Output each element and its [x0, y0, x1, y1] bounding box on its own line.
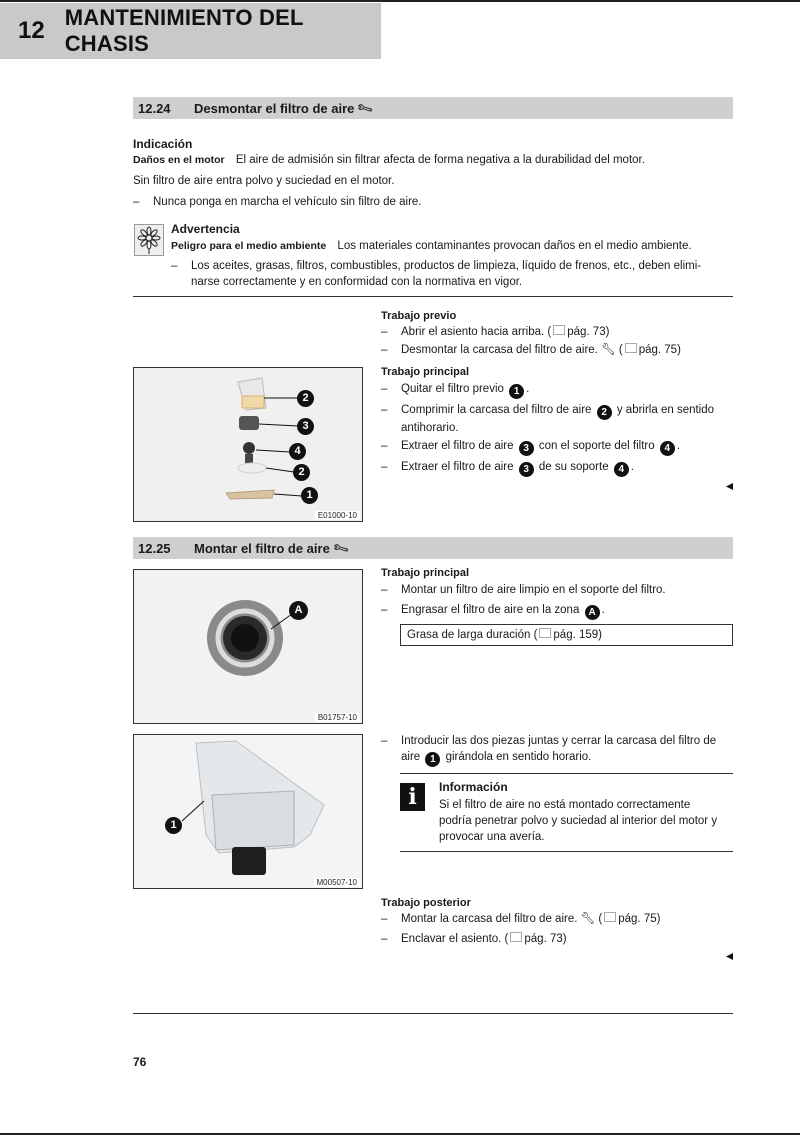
prev-work-heading: Trabajo previo: [381, 310, 457, 322]
info-heading: Información: [439, 780, 508, 794]
circled-3: 3: [519, 462, 534, 477]
warning-line: [171, 238, 692, 254]
book-icon: [625, 343, 637, 353]
circled-1: 1: [509, 384, 524, 399]
callout-3: 3: [297, 418, 314, 435]
info-icon: i: [400, 783, 425, 811]
main-item: – Engrasar el filtro de aire en la zona A .: [381, 604, 605, 618]
end-marker: [726, 953, 733, 960]
grease-spec-box: Grasa de larga duración ( pág. 159): [400, 624, 733, 646]
warning-bullet-line1: Los aceites, grasas, filtros, combustibles, productos de limpieza, líquido de frenos, etc., deben elimi-: [191, 260, 702, 272]
callout-1: 1: [165, 817, 182, 834]
end-marker: [726, 483, 733, 490]
note-text: El aire de admisión sin filtrar afecta de forma negativa a la durabilidad del motor.: [235, 154, 645, 166]
footer-rule: [133, 1013, 733, 1014]
note-line: [133, 152, 645, 168]
circled-4: 4: [614, 462, 629, 477]
main-item: – Comprimir la carcasa del filtro de aire 2 y abrirla en sentido antihorario.: [381, 404, 715, 434]
section-number: 12.25: [138, 540, 171, 556]
circled-2: 2: [597, 405, 612, 420]
divider: [133, 296, 733, 297]
environment-flower-icon: [134, 224, 164, 256]
info-text: Si el filtro de aire no está montado correctamente podría penetrar polvo y suciedad al interior del motor y provocar una avería.: [439, 799, 718, 843]
note-bullet-text: Nunca ponga en marcha el vehículo sin filtro de aire.: [153, 196, 422, 208]
main-item: – Introducir las dos piezas juntas y cerrar la carcasa del filtro de aire 1 girándola en sentido horario.: [381, 735, 717, 765]
figure-filter-grease-zone: [133, 569, 363, 724]
main-item: – Extraer el filtro de aire 3 con el soporte del filtro 4 .: [381, 440, 681, 454]
chapter-header: [0, 3, 381, 59]
callout-A: A: [289, 601, 308, 620]
book-icon: [553, 325, 565, 335]
figure-label: M00507-10: [314, 878, 360, 887]
info-top-rule: [400, 773, 733, 774]
callout-4: 4: [289, 443, 306, 460]
circled-4: 4: [660, 441, 675, 456]
book-icon: [539, 628, 551, 638]
figure-air-filter-exploded: [133, 367, 363, 522]
main-item: – Quitar el filtro previo 1 .: [381, 383, 530, 397]
chapter-title: MANTENIMIENTO DEL CHASIS: [64, 5, 304, 56]
callout-2-top: 2: [297, 390, 314, 407]
book-icon: [604, 912, 616, 922]
circled-3: 3: [519, 441, 534, 456]
wrench-icon: 🔧︎: [580, 913, 596, 925]
prev-item: – Desmontar la carcasa del filtro de aire. 🔧︎ ( pág. 75): [381, 344, 681, 356]
warning-bullet: – Los aceites, grasas, filtros, combustibles, productos de limpieza, líquido de frenos, etc., deben elimi- narse correctamente y en conformidad con la normativa en vigor.: [171, 260, 702, 288]
wrench-icon: 🔧︎: [356, 99, 375, 118]
page-number: 76: [133, 1055, 147, 1069]
wrench-icon: 🔧︎: [331, 539, 351, 558]
note-heading: Indicación: [133, 137, 193, 151]
section-title: Montar el filtro de aire: [194, 540, 330, 556]
section-header-12-25: [133, 537, 733, 559]
book-icon: [510, 932, 522, 942]
section-header-12-24: [133, 97, 733, 119]
callout-2-bottom: 2: [293, 464, 310, 481]
info-bottom-rule: [400, 851, 733, 852]
main-work-heading: Trabajo principal: [381, 567, 470, 579]
figure-filter-housing: [133, 734, 363, 889]
figure-label: B01757-10: [315, 713, 360, 722]
note-label: Daños en el motor: [133, 154, 225, 166]
main-item: – Montar un filtro de aire limpio en el soporte del filtro.: [381, 584, 666, 596]
prev-item: – Abrir el asiento hacia arriba. ( pág. 73): [381, 326, 610, 338]
warning-heading: Advertencia: [171, 222, 240, 236]
warning-bullet-line2: narse correctamente y en conformidad con la normativa en vigor.: [191, 276, 523, 288]
main-work-heading: Trabajo principal: [381, 366, 470, 378]
section-number: 12.24: [138, 100, 171, 116]
note-bullet: – Nunca ponga en marcha el vehículo sin filtro de aire.: [133, 196, 422, 208]
section-title: Desmontar el filtro de aire: [194, 100, 355, 116]
warning-text: Los materiales contaminantes provocan daños en el medio ambiente.: [337, 240, 692, 252]
circled-1: 1: [425, 752, 440, 767]
callout-1: 1: [301, 487, 318, 504]
chapter-number: 12: [18, 17, 45, 44]
bottom-rule: [0, 1133, 800, 1135]
post-work-heading: Trabajo posterior: [381, 897, 471, 909]
main-item: – Extraer el filtro de aire 3 de su soporte 4 .: [381, 461, 634, 475]
post-item: – Enclavar el asiento. ( pág. 73): [381, 933, 567, 945]
note-line-2: Sin filtro de aire entra polvo y suciedad en el motor.: [133, 175, 395, 187]
top-rule: [0, 0, 800, 2]
warning-label: Peligro para el medio ambiente: [171, 240, 327, 252]
post-item: – Montar la carcasa del filtro de aire. 🔧︎ ( pág. 75): [381, 913, 661, 925]
wrench-icon: 🔧︎: [601, 344, 616, 356]
figure-label: E01000-10: [315, 511, 360, 520]
circled-A: A: [585, 605, 600, 620]
